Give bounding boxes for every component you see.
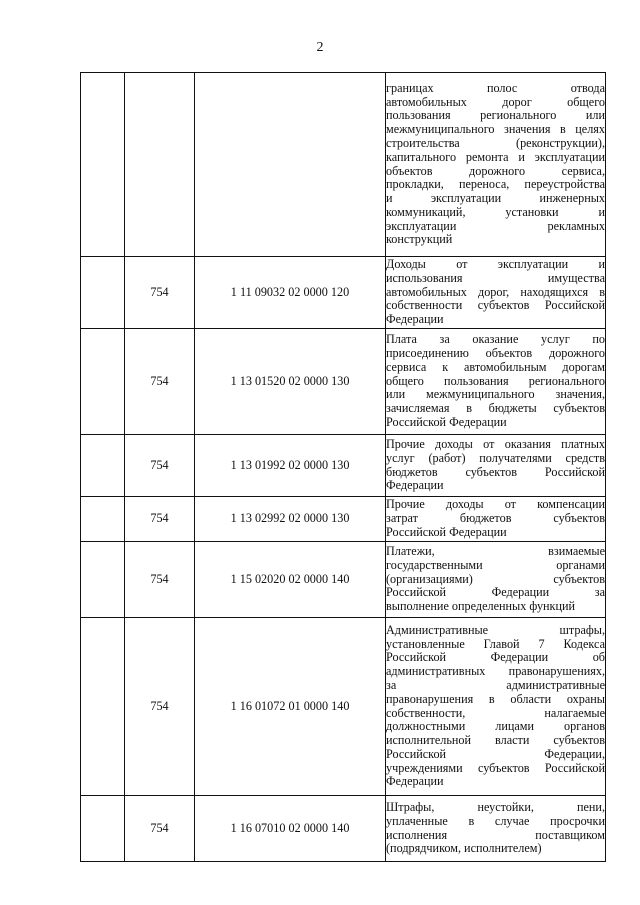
description-line: собственности, налагаемые bbox=[386, 706, 605, 720]
empty-cell bbox=[81, 435, 125, 497]
description-line: эксплуатации рекламных bbox=[386, 219, 605, 233]
administrator-code-cell bbox=[125, 73, 195, 257]
description-line: Федерации bbox=[386, 313, 444, 327]
description-line: Российской Федерации, bbox=[386, 747, 605, 761]
empty-cell bbox=[81, 257, 125, 329]
description-line: Российской Федерации за bbox=[386, 586, 605, 600]
revenue-code-cell: 1 16 01072 01 0000 140 bbox=[195, 618, 386, 796]
description-line: межмуниципального значения в целях bbox=[386, 123, 605, 137]
revenue-code-cell: 1 13 01992 02 0000 130 bbox=[195, 435, 386, 497]
description-line: государственными органами bbox=[386, 558, 605, 572]
description-line: Штрафы, неустойки, пени, bbox=[386, 800, 605, 814]
revenue-code-cell: 1 15 02020 02 0000 140 bbox=[195, 542, 386, 618]
description-line: исполнительной власти субъектов bbox=[386, 734, 605, 748]
description-line: Федерации bbox=[386, 775, 444, 789]
table-row bbox=[81, 435, 606, 497]
description-line: прокладки, переноса, переустройства bbox=[386, 178, 605, 192]
empty-cell bbox=[81, 796, 125, 862]
description-line: автомобильных дорог общего bbox=[386, 95, 605, 109]
table-row bbox=[81, 497, 606, 542]
administrator-code-cell: 754 bbox=[125, 257, 195, 329]
description-line: должностными лицами органов bbox=[386, 720, 605, 734]
empty-cell bbox=[81, 542, 125, 618]
description-line: Доходы от эксплуатации и bbox=[386, 258, 605, 271]
description-line: Административные штрафы, bbox=[386, 623, 605, 637]
description-line: автомобильных дорог, находящихся в bbox=[386, 285, 605, 299]
administrator-code-cell: 754 bbox=[125, 542, 195, 618]
administrator-code-cell: 754 bbox=[125, 497, 195, 542]
administrator-code-cell: 754 bbox=[125, 435, 195, 497]
administrator-code-cell: 754 bbox=[125, 796, 195, 862]
description-line: Федерации bbox=[386, 479, 444, 493]
revenue-code-cell: 1 13 02992 02 0000 130 bbox=[195, 497, 386, 542]
description-line: границах полос отвода bbox=[386, 81, 605, 95]
description-line: выполнение определенных функций bbox=[386, 600, 576, 614]
description-line: Платежи, взимаемые bbox=[386, 545, 605, 558]
description-line: затрат бюджетов субъектов bbox=[386, 512, 605, 526]
table-row bbox=[81, 796, 606, 862]
description-line: правонарушения в области охраны bbox=[386, 692, 605, 706]
description-line: или межмуниципального значения, bbox=[386, 388, 605, 402]
empty-cell bbox=[81, 73, 125, 257]
description-line: за административные bbox=[386, 678, 605, 692]
description-line: Прочие доходы от оказания платных bbox=[386, 437, 605, 451]
revenue-description-cell bbox=[386, 796, 606, 862]
description-line: сервиса к автомобильным дорогам bbox=[386, 360, 605, 374]
revenue-description-cell bbox=[386, 497, 606, 542]
empty-cell bbox=[81, 329, 125, 435]
revenue-code-cell: 1 16 07010 02 0000 140 bbox=[195, 796, 386, 862]
revenue-description-cell bbox=[386, 542, 606, 618]
table-row bbox=[81, 618, 606, 796]
table-row bbox=[81, 329, 606, 435]
empty-cell bbox=[81, 497, 125, 542]
description-line: уплаченные в случае просрочки bbox=[386, 814, 605, 828]
revenue-code-cell: 1 11 09032 02 0000 120 bbox=[195, 257, 386, 329]
description-line: исполнения поставщиком bbox=[386, 828, 605, 842]
revenue-codes-table bbox=[80, 72, 606, 862]
table-row bbox=[81, 542, 606, 618]
description-line: присоединению объектов дорожного bbox=[386, 347, 605, 360]
table-row bbox=[81, 73, 606, 257]
description-line: Российской Федерации bbox=[386, 415, 507, 429]
revenue-code-cell bbox=[195, 73, 386, 257]
empty-cell bbox=[81, 618, 125, 796]
description-line: и эксплуатации инженерных bbox=[386, 192, 605, 206]
table-row bbox=[81, 257, 606, 329]
description-line: Российской Федерации об bbox=[386, 651, 605, 665]
table-body bbox=[81, 73, 606, 862]
revenue-description-cell bbox=[386, 329, 606, 435]
administrator-code-cell: 754 bbox=[125, 329, 195, 435]
description-line: использования имущества bbox=[386, 271, 605, 285]
description-line: зачисляемая в бюджеты субъектов bbox=[386, 402, 605, 416]
description-line: услуг (работ) получателями средств bbox=[386, 451, 605, 465]
description-line: конструкций bbox=[386, 233, 453, 247]
revenue-description-cell bbox=[386, 618, 606, 796]
description-line: установленные Главой 7 Кодекса bbox=[386, 637, 605, 651]
description-line: общего пользования регионального bbox=[386, 374, 605, 388]
administrator-code-cell: 754 bbox=[125, 618, 195, 796]
description-line: (организациями) субъектов bbox=[386, 572, 605, 586]
description-line: Российской Федерации bbox=[386, 525, 507, 539]
description-line: бюджетов субъектов Российской bbox=[386, 465, 605, 479]
revenue-description-cell bbox=[386, 73, 606, 257]
description-line: строительства (реконструкции), bbox=[386, 136, 605, 150]
description-line: (подрядчиком, исполнителем) bbox=[386, 842, 542, 856]
revenue-description-cell bbox=[386, 435, 606, 497]
description-line: административных правонарушениях, bbox=[386, 665, 605, 679]
description-line: Прочие доходы от компенсации bbox=[386, 498, 605, 512]
description-line: учреждениями субъектов Российской bbox=[386, 761, 605, 775]
description-line: пользования регионального или bbox=[386, 109, 605, 123]
revenue-code-cell: 1 13 01520 02 0000 130 bbox=[195, 329, 386, 435]
description-line: собственности субъектов Российской bbox=[386, 299, 605, 313]
description-line: коммуникаций, установки и bbox=[386, 205, 605, 219]
description-line: капитального ремонта и эксплуатации bbox=[386, 150, 605, 164]
description-line: Плата за оказание услуг по bbox=[386, 333, 605, 347]
page-number: 2 bbox=[316, 40, 324, 55]
revenue-description-cell bbox=[386, 257, 606, 329]
description-line: объектов дорожного сервиса, bbox=[386, 164, 605, 178]
